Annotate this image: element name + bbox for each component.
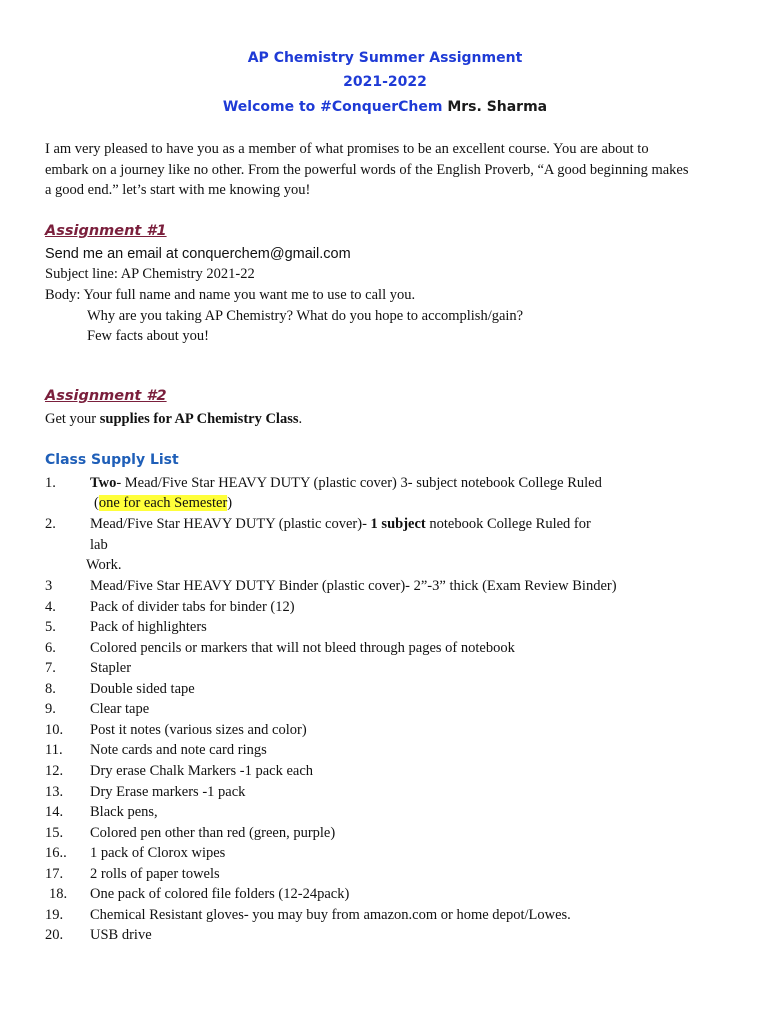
assignment-1-heading: Assignment #1 bbox=[45, 223, 167, 239]
list-item: Double sided tape bbox=[90, 681, 195, 697]
list-number: 3 bbox=[45, 578, 53, 594]
body-question: Few facts about you! bbox=[87, 328, 210, 344]
intro-line: I am very pleased to have you as a member of what promises to be an excellent course. You are about to bbox=[45, 141, 649, 157]
list-item-continuation bbox=[94, 495, 232, 512]
supplies-bold: supplies for AP Chemistry Class bbox=[99, 411, 299, 427]
list-item: 2 rolls of paper towels bbox=[90, 866, 220, 882]
assignment-2-heading: Assignment #2 bbox=[45, 388, 167, 404]
list-number: 9. bbox=[45, 701, 56, 717]
list-item-continuation: lab bbox=[90, 537, 108, 553]
list-item: Post it notes (various sizes and color) bbox=[90, 722, 307, 738]
list-item: Note cards and note card rings bbox=[90, 742, 267, 758]
document-title: AP Chemistry Summer Assignment bbox=[247, 50, 523, 66]
list-item bbox=[90, 475, 602, 492]
list-number: 8. bbox=[45, 681, 56, 697]
body-question: Why are you taking AP Chemistry? What do you hope to accomplish/gain? bbox=[87, 308, 524, 324]
list-number: 1. bbox=[45, 475, 56, 491]
list-number: 2. bbox=[45, 516, 56, 532]
welcome-text: Welcome to #ConquerChem bbox=[222, 99, 443, 115]
list-number: 18. bbox=[49, 886, 68, 902]
list-item: Clear tape bbox=[90, 701, 150, 717]
list-item: Chemical Resistant gloves- you may buy from amazon.com or home depot/Lowes. bbox=[90, 907, 571, 923]
list-item: Stapler bbox=[90, 660, 132, 676]
item-text: - Mead/Five Star HEAVY DUTY (plastic cover) 3- subject notebook College Ruled bbox=[116, 475, 602, 491]
welcome-line bbox=[0, 99, 770, 115]
supplies-suffix: . bbox=[298, 411, 303, 427]
supplies-instruction bbox=[45, 411, 302, 428]
list-item: 1 pack of Clorox wipes bbox=[90, 845, 226, 861]
subject-line: Subject line: AP Chemistry 2021-22 bbox=[45, 266, 255, 282]
highlighted-text: one for each Semester bbox=[98, 495, 228, 511]
list-number: 16.. bbox=[45, 845, 67, 861]
list-item: Black pens, bbox=[90, 804, 158, 820]
list-number: 5. bbox=[45, 619, 56, 635]
list-number: 14. bbox=[45, 804, 64, 820]
intro-paragraph bbox=[45, 139, 735, 201]
list-number: 19. bbox=[45, 907, 64, 923]
list-number: 11. bbox=[45, 742, 63, 758]
supplies-prefix: Get your bbox=[45, 411, 100, 427]
list-number: 7. bbox=[45, 660, 56, 676]
teacher-name: Mrs. Sharma bbox=[447, 99, 548, 115]
email-instruction: Send me an email at conquerchem@gmail.com bbox=[45, 246, 351, 262]
item-bold: 1 subject bbox=[370, 516, 426, 532]
intro-line: a good end.” let’s start with me knowing you! bbox=[45, 182, 311, 198]
list-number: 15. bbox=[45, 825, 64, 841]
item-text: notebook College Ruled for bbox=[425, 516, 591, 532]
list-item: Pack of divider tabs for binder (12) bbox=[90, 599, 295, 615]
list-item-continuation: Work. bbox=[86, 557, 122, 573]
list-item bbox=[90, 516, 591, 533]
list-item: Colored pen other than red (green, purple) bbox=[90, 825, 336, 841]
list-number: 17. bbox=[45, 866, 64, 882]
list-item: USB drive bbox=[90, 927, 152, 943]
school-year: 2021-2022 bbox=[343, 74, 427, 90]
body-line: Body: Your full name and name you want me to use to call you. bbox=[45, 287, 416, 303]
list-number: 10. bbox=[45, 722, 64, 738]
list-number: 4. bbox=[45, 599, 56, 615]
list-number: 13. bbox=[45, 784, 64, 800]
paren: ( bbox=[94, 495, 99, 511]
list-item: Colored pencils or markers that will not bleed through pages of notebook bbox=[90, 640, 515, 656]
intro-line: embark on a journey like no other. From the powerful words of the English Proverb, “A good beginning makes bbox=[45, 161, 689, 178]
list-item: Dry erase Chalk Markers -1 pack each bbox=[90, 763, 314, 779]
list-item: Pack of highlighters bbox=[90, 619, 207, 635]
supply-list-title: Class Supply List bbox=[45, 452, 179, 468]
list-item: One pack of colored file folders (12-24pack) bbox=[90, 886, 350, 902]
list-number: 12. bbox=[45, 763, 64, 779]
paren: ) bbox=[227, 495, 233, 511]
list-number: 20. bbox=[45, 927, 64, 943]
list-item: Dry Erase markers -1 pack bbox=[90, 784, 246, 800]
item-bold: Two bbox=[90, 475, 117, 491]
list-item: Mead/Five Star HEAVY DUTY Binder (plastic cover)- 2”-3” thick (Exam Review Binder) bbox=[90, 578, 617, 594]
list-number: 6. bbox=[45, 640, 56, 656]
item-text: Mead/Five Star HEAVY DUTY (plastic cover)- bbox=[90, 516, 371, 532]
